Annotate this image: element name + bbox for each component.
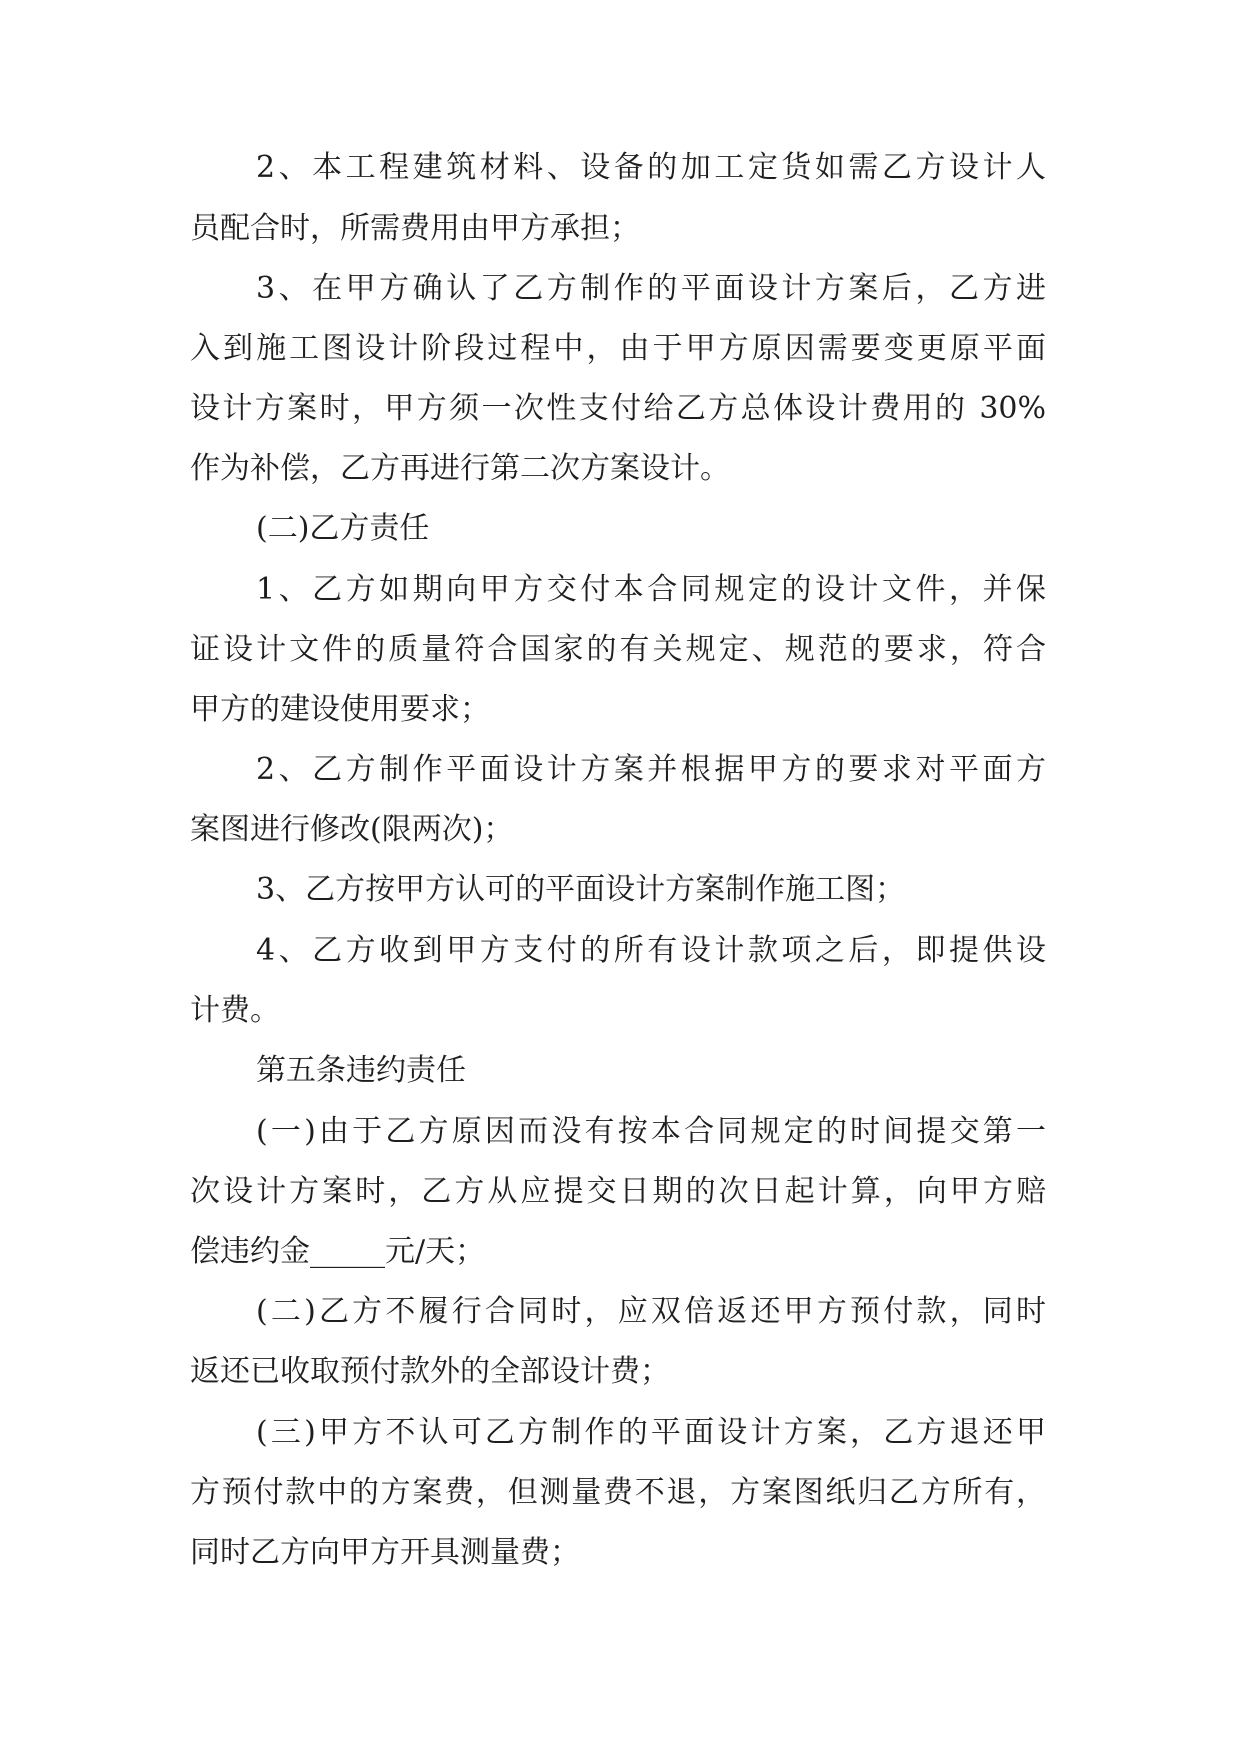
paragraph-line: 4、乙方收到甲方支付的所有设计款项之后，即提供设 (256, 933, 1046, 968)
section-heading: (二)乙方责任 (256, 511, 430, 546)
paragraph-line: 返还已收取预付款外的全部设计费； (190, 1354, 670, 1389)
paragraph-line: 偿违约金_____元/天； (190, 1234, 486, 1269)
paragraph-line: 员配合时，所需费用由甲方承担； (190, 211, 640, 246)
paragraph-line: (一)由于乙方原因而没有按本合同规定的时间提交第一 (256, 1114, 1046, 1149)
paragraph-line: 设计方案时，甲方须一次性支付给乙方总体设计费用的 30% (190, 391, 1046, 426)
section-heading: 第五条违约责任 (256, 1053, 466, 1088)
paragraph-line: 作为补偿，乙方再进行第二次方案设计。 (190, 451, 730, 486)
paragraph-line: 3、在甲方确认了乙方制作的平面设计方案后，乙方进 (256, 271, 1046, 306)
paragraph-line: 同时乙方向甲方开具测量费； (190, 1535, 580, 1570)
paragraph-line: 计费。 (190, 993, 280, 1028)
paragraph-line: (二)乙方不履行合同时，应双倍返还甲方预付款，同时 (256, 1294, 1046, 1329)
paragraph-line: 甲方的建设使用要求； (190, 692, 490, 727)
paragraph-line: 1、乙方如期向甲方交付本合同规定的设计文件，并保 (256, 572, 1046, 607)
paragraph-line: 入到施工图设计阶段过程中，由于甲方原因需要变更原平面 (190, 331, 1046, 366)
paragraph-line: (三)甲方不认可乙方制作的平面设计方案，乙方退还甲 (256, 1415, 1046, 1450)
paragraph-line: 次设计方案时，乙方从应提交日期的次日起计算，向甲方赔 (190, 1174, 1046, 1209)
paragraph-line: 3、乙方按甲方认可的平面设计方案制作施工图； (256, 872, 906, 907)
paragraph-line: 方预付款中的方案费，但测量费不退，方案图纸归乙方所有， (190, 1475, 1046, 1510)
paragraph-line: 案图进行修改(限两次)； (190, 812, 514, 847)
paragraph-line: 2、乙方制作平面设计方案并根据甲方的要求对平面方 (256, 752, 1046, 787)
paragraph-line: 2、本工程建筑材料、设备的加工定货如需乙方设计人 (256, 150, 1046, 185)
paragraph-line: 证设计文件的质量符合国家的有关规定、规范的要求，符合 (190, 632, 1046, 667)
